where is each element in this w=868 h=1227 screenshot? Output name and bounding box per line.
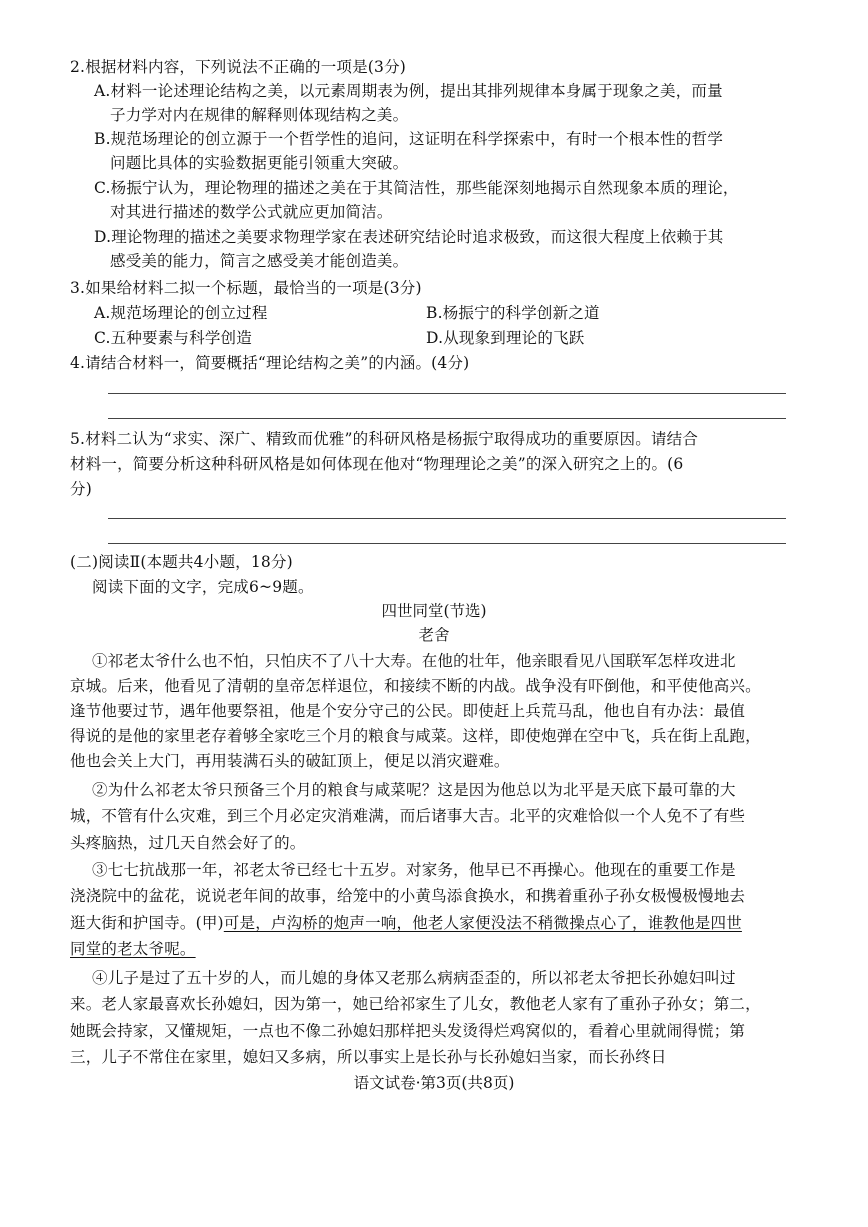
q4-stem: 4.请结合材料一，简要概括“理论结构之美”的内涵。(4分) bbox=[70, 354, 470, 372]
q3-stem: 3.如果给材料二拟一个标题，最恰当的一项是(3分) bbox=[70, 279, 422, 297]
paragraph-1-line: ①祁老太爷什么也不怕，只怕庆不了八十大寿。在他的壮年，他亲眼看见八国联军怎样攻进北 bbox=[92, 652, 736, 670]
q2-option-c: C.杨振宁认为，理论物理的描述之美在于其简洁性，那些能深刻地揭示自然现象本质的理论， bbox=[94, 179, 739, 197]
q2-option-a-cont: 子力学对内在规律的解释则体现结构之美。 bbox=[110, 106, 409, 124]
q2-stem: 2.根据材料内容，下列说法不正确的一项是(3分) bbox=[70, 58, 407, 76]
paragraph-4-line: 她既会持家，又懂规矩，一点也不像二孙媳妇那样把头发烫得烂鸡窝似的，看着心里就闹得慌；第 bbox=[70, 1022, 746, 1040]
q4-answer-line-2[interactable] bbox=[108, 418, 786, 419]
q5-answer-line-2[interactable] bbox=[108, 543, 786, 544]
q5-stem-line-3: 分) bbox=[70, 480, 92, 498]
paragraph-1-line: 得说的是他的家里老存着够全家吃三个月的粮食与咸菜。这样，即使炮弹在空中飞，兵在街上乱跑， bbox=[70, 727, 761, 745]
paragraph-3-line: 浇浇院中的盆花，说说老年间的故事，给笼中的小黄鸟添食换水，和携着重孙子孙女极慢极慢地去 bbox=[70, 887, 746, 905]
paragraph-2-line: 头疼脑热，过几天自然会好了的。 bbox=[70, 834, 306, 852]
q2-option-d-cont: 感受美的能力，简言之感受美才能创造美。 bbox=[110, 252, 409, 270]
q2-option-c-cont: 对其进行描述的数学公式就应更加简洁。 bbox=[110, 203, 393, 221]
q5-stem-line-1: 5.材料二认为“求实、深广、精致而优雅”的科研风格是杨振宁取得成功的重要原因。请结合 bbox=[70, 430, 699, 448]
underlined-sentence-jia: 可是，卢沟桥的炮声一响，他老人家便没法不稍微操点心了，谁教他是四世 bbox=[223, 914, 742, 932]
q2-option-b-cont: 问题比具体的实验数据更能引领重大突破。 bbox=[110, 154, 409, 172]
q3-option-c: C.五种要素与科学创造 bbox=[94, 329, 252, 347]
paragraph-2-line: 城，不管有什么灾难，到三个月必定灾消难满，而后诸事大吉。北平的灾难恰似一个人免不了有些 bbox=[70, 807, 746, 825]
paragraph-4-line: 来。老人家最喜欢长孙媳妇，因为第一，她已给祁家生了儿女，教他老人家有了重孙子孙女；第二， bbox=[70, 995, 761, 1013]
q3-option-a: A.规范场理论的创立过程 bbox=[94, 304, 268, 322]
section2-header: (二)阅读Ⅱ(本题共4小题，18分) bbox=[70, 553, 293, 571]
marker-jia: 逛大街和护国寺。(甲) bbox=[70, 914, 224, 932]
q4-answer-line-1[interactable] bbox=[108, 393, 786, 394]
q3-option-b: B.杨振宁的科学创新之道 bbox=[426, 304, 600, 322]
passage-title: 四世同堂(节选) bbox=[381, 602, 487, 620]
q2-option-d: D.理论物理的描述之美要求物理学家在表述研究结论时追求极致，而这很大程度上依赖于其 bbox=[94, 228, 724, 246]
paragraph-4-line: ④儿子是过了五十岁的人，而儿媳的身体又老那么病病歪歪的，所以祁老太爷把长孙媳妇叫过 bbox=[92, 969, 736, 987]
section2-instruction: 阅读下面的文字，完成6~9题。 bbox=[92, 578, 314, 596]
underlined-sentence-jia-cont: 同堂的老太爷呢。 bbox=[70, 940, 196, 958]
paragraph-1-line: 他也会关上大门，再用装满石头的破缸顶上，便足以消灾避难。 bbox=[70, 752, 510, 770]
paragraph-1-line: 京城。后来，他看见了清朝的皇帝怎样退位，和接续不断的内战。战争没有吓倒他，和平使他高兴。 bbox=[70, 677, 761, 695]
q3-option-d: D.从现象到理论的飞跃 bbox=[426, 329, 585, 347]
page-footer: 语文试卷·第3页(共8页) bbox=[353, 1074, 515, 1092]
q5-answer-line-1[interactable] bbox=[108, 518, 786, 519]
paragraph-1-line: 逢节他要过节，遇年他要祭祖，他是个安分守己的公民。即使赶上兵荒马乱，他也自有办法：最值 bbox=[70, 702, 746, 720]
q2-option-b: B.规范场理论的创立源于一个哲学性的追问，这证明在科学探索中，有时一个根本性的哲学 bbox=[94, 130, 724, 148]
paragraph-2-line: ②为什么祁老太爷只预备三个月的粮食与咸菜呢？这是因为他总以为北平是天底下最可靠的大 bbox=[92, 781, 736, 799]
paragraph-3-line: ③七七抗战那一年，祁老太爷已经七十五岁。对家务，他早已不再操心。他现在的重要工作是 bbox=[92, 861, 736, 879]
q5-stem-line-2: 材料一，简要分析这种科研风格是如何体现在他对“物理理论之美”的深入研究之上的。(6 bbox=[70, 455, 684, 473]
paragraph-4-line: 三，儿子不常住在家里，媳妇又多病，所以事实上是长孙与长孙媳妇当家，而长孙终日 bbox=[70, 1048, 667, 1066]
q2-option-a: A.材料一论述理论结构之美，以元素周期表为例，提出其排列规律本身属于现象之美，而量 bbox=[94, 82, 723, 100]
paragraph-3-line bbox=[70, 912, 742, 934]
passage-author: 老舍 bbox=[418, 626, 450, 644]
